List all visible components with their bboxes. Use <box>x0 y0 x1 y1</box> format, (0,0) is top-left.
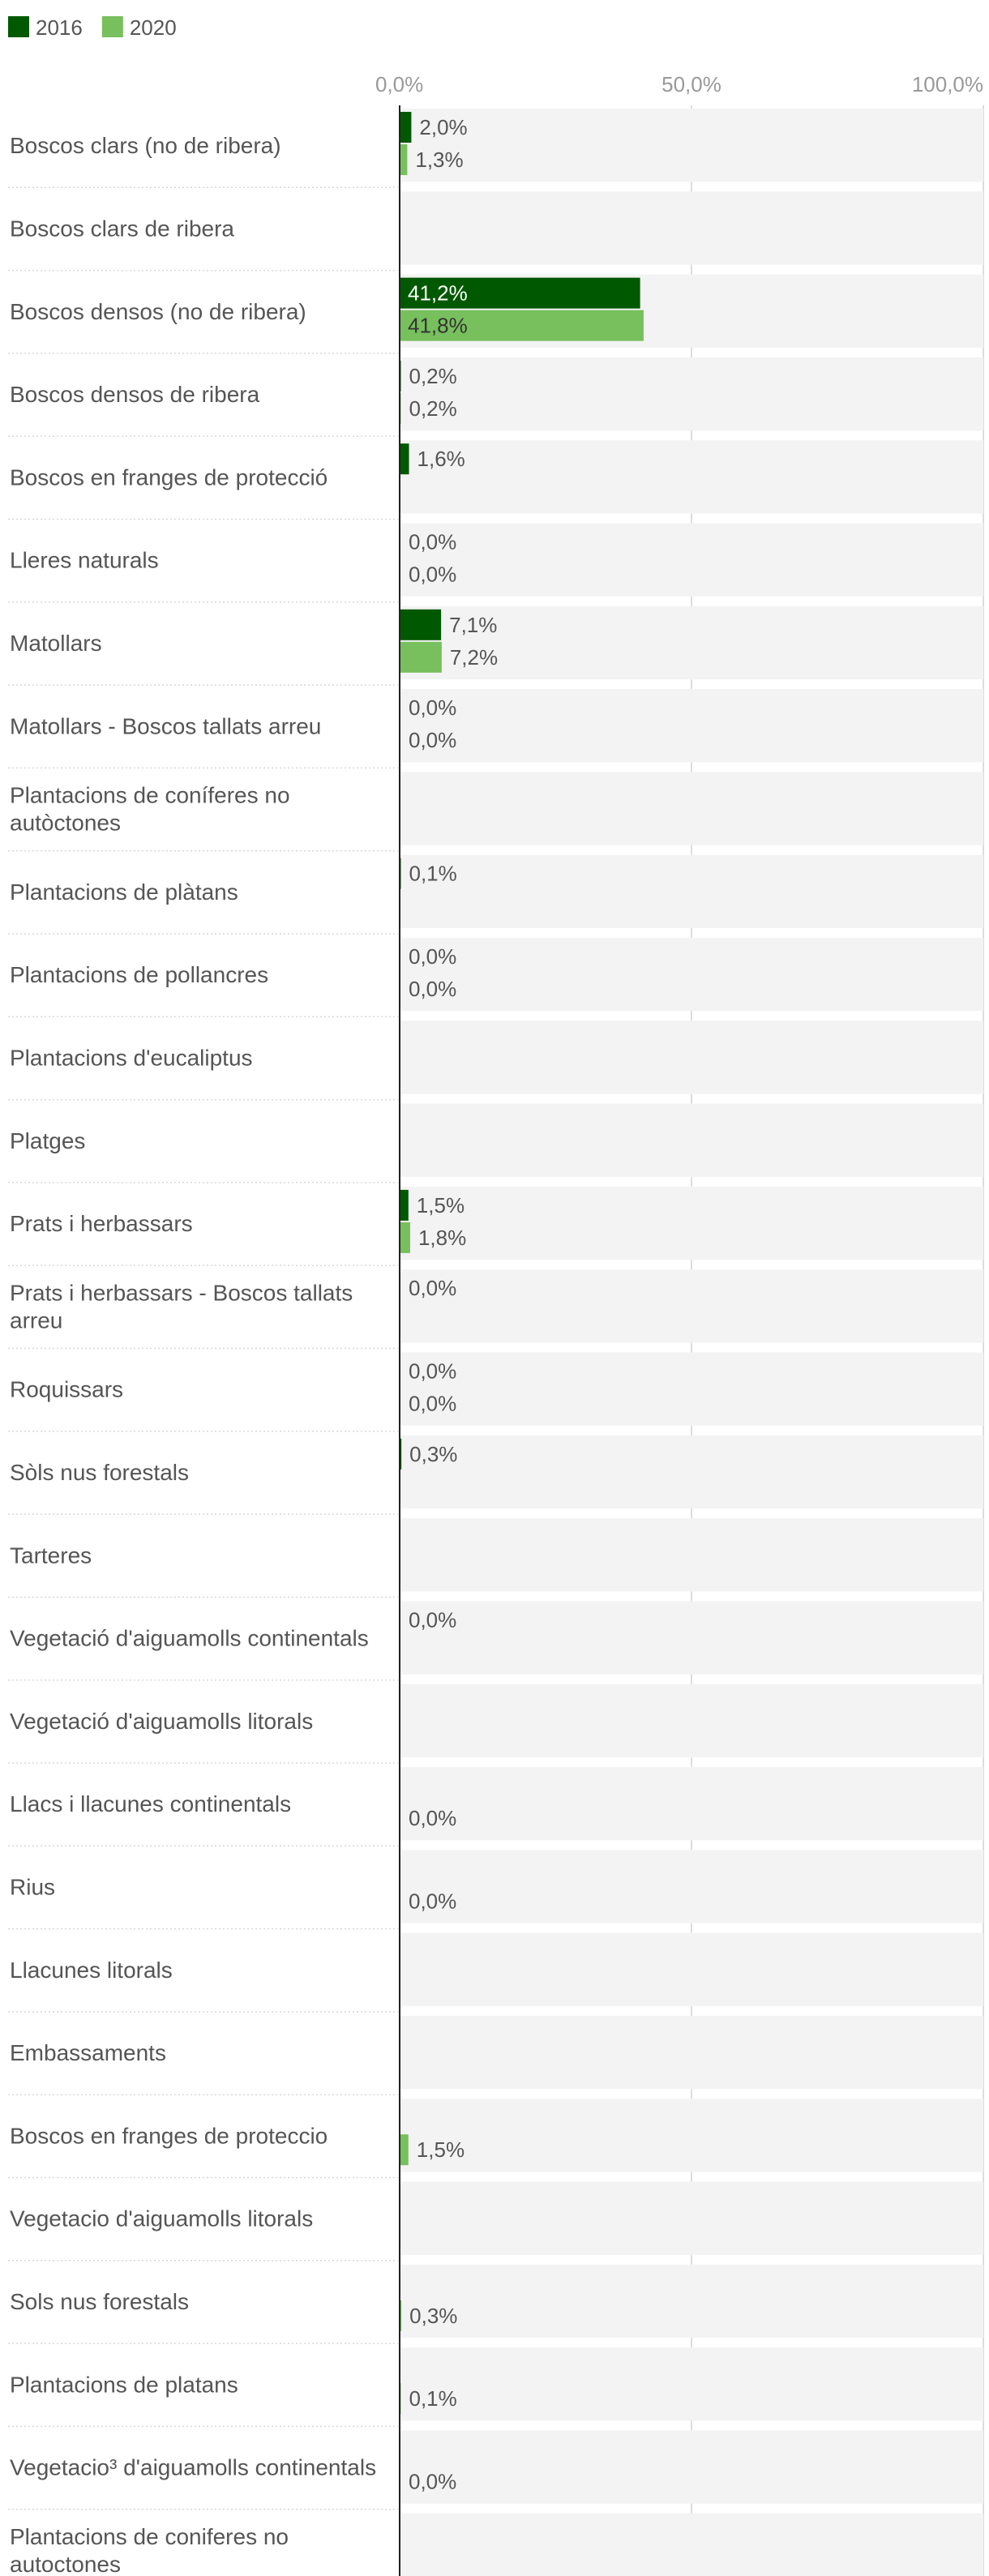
category-label: Plantacions de platans <box>10 2372 238 2398</box>
category-label: Sòls nus forestals <box>10 1459 189 1485</box>
bar-2020 <box>400 144 407 175</box>
row-background <box>400 855 983 928</box>
data-label-2020: 0,0% <box>409 2469 457 2494</box>
row-background <box>400 191 983 264</box>
row-background <box>400 2016 983 2089</box>
data-label-2016: 0,0% <box>409 529 457 554</box>
data-label-2016: 0,0% <box>409 1607 457 1632</box>
bar-2020 <box>400 1222 410 1253</box>
data-label-2016: 2,0% <box>419 115 468 139</box>
category-label: autòctones <box>10 810 121 836</box>
tick-label: 0,0% <box>375 72 424 96</box>
category-label: Boscos en franges de proteccio <box>10 2123 328 2149</box>
row-background <box>400 1187 983 1260</box>
tick-label: 50,0% <box>661 72 721 96</box>
legend-swatch-2020 <box>102 16 123 37</box>
row-background <box>400 524 983 597</box>
bar-2016 <box>400 1190 409 1221</box>
category-label: Sols nus forestals <box>10 2288 189 2314</box>
data-label-2020: 1,8% <box>417 1225 467 1250</box>
category-label: Lleres naturals <box>10 547 159 573</box>
category-label: Llacs i llacunes continentals <box>10 1791 292 1817</box>
category-label: Prats i herbassars - Boscos tallats <box>10 1280 353 1306</box>
legend-swatch-2016 <box>8 16 29 37</box>
category-label: Plantacions de pollancres <box>10 962 269 988</box>
category-label: Llacunes litorals <box>10 1957 173 1983</box>
data-label-2020: 0,0% <box>409 1391 457 1416</box>
row-background <box>400 2182 983 2255</box>
category-label: Matollars - Boscos tallats arreu <box>10 713 322 739</box>
x-axis-ticks <box>375 72 983 96</box>
row-background <box>400 1850 983 1923</box>
data-label-2016: 1,6% <box>417 447 465 472</box>
data-label-2020: 41,8% <box>408 313 468 338</box>
row-background <box>400 2430 983 2503</box>
data-label-2020: 0,2% <box>409 396 457 421</box>
legend <box>8 15 177 40</box>
data-label-2016: 0,0% <box>409 944 457 969</box>
legend-label-2016: 2016 <box>36 15 83 40</box>
data-label-2020: 0,0% <box>409 728 457 753</box>
data-label-2016: 1,5% <box>416 1192 465 1217</box>
row-background <box>400 2347 983 2420</box>
category-label: Boscos clars (no de ribera) <box>10 133 281 159</box>
legend-label-2020: 2020 <box>129 15 177 40</box>
category-label: Plantacions de coníferes no <box>10 782 290 808</box>
row-background <box>400 1353 983 1426</box>
data-label-2020: 1,3% <box>415 148 464 172</box>
data-label-2016: 41,2% <box>408 280 468 306</box>
data-label-2020: 0,0% <box>409 977 457 1001</box>
bar-2020 <box>400 2134 409 2165</box>
category-label: Vegetació d'aiguamolls litorals <box>10 1708 314 1734</box>
bar-2016 <box>400 112 411 143</box>
category-label: Rius <box>10 1874 56 1900</box>
row-background <box>400 938 983 1011</box>
data-label-2020: 0,0% <box>409 1806 457 1830</box>
category-label: Plantacions de plàtans <box>10 879 238 905</box>
data-label-2016: 0,3% <box>409 1441 458 1466</box>
row-background <box>400 2265 983 2338</box>
data-label-2020: 7,2% <box>449 644 499 670</box>
row-background <box>400 1684 983 1757</box>
bar-2016 <box>400 610 441 640</box>
row-background <box>400 772 983 845</box>
row-background <box>400 440 983 513</box>
category-label: arreu <box>10 1307 63 1333</box>
row-background <box>400 1021 983 1093</box>
row-background <box>400 1601 983 1674</box>
data-label-2020: 0,0% <box>409 562 457 587</box>
data-label-2016: 0,0% <box>409 695 457 721</box>
category-label: Vegetació d'aiguamolls continentals <box>10 1625 369 1651</box>
data-label-2016: 7,1% <box>449 612 498 637</box>
category-label: Plantacions d'eucaliptus <box>10 1045 253 1071</box>
category-label: Prats i herbassars <box>10 1211 193 1237</box>
row-background <box>400 109 983 182</box>
row-background <box>400 2514 983 2576</box>
row-background <box>400 1518 983 1591</box>
data-label-2020: 1,5% <box>416 2137 465 2163</box>
data-label-2016: 0,0% <box>409 1276 457 1301</box>
data-label-2016: 0,2% <box>409 363 457 388</box>
data-label-2020: 0,1% <box>409 2386 457 2411</box>
data-label-2016: 0,0% <box>409 1359 457 1384</box>
category-label: Tarteres <box>10 1543 92 1568</box>
category-label: Boscos densos de ribera <box>10 382 260 408</box>
plot-rows <box>8 109 983 2576</box>
tick-label: 100,0% <box>911 72 983 96</box>
row-background <box>400 2099 983 2172</box>
row-background <box>400 1933 983 2006</box>
category-label: Boscos en franges de protecció <box>10 464 328 490</box>
category-label: Boscos densos (no de ribera) <box>10 298 306 324</box>
category-label: Plantacions de coniferes no <box>10 2523 289 2549</box>
data-label-2016: 0,1% <box>409 861 457 886</box>
row-background <box>400 1269 983 1342</box>
row-background <box>400 357 983 430</box>
row-background <box>400 1767 983 1840</box>
category-label: autoctones <box>10 2551 121 2576</box>
bar-2020 <box>400 642 442 673</box>
data-label-2020: 0,3% <box>409 2303 458 2328</box>
row-background <box>400 1436 983 1508</box>
category-label: Matollars <box>10 630 102 656</box>
category-label: Platges <box>10 1128 86 1153</box>
category-label: Embassaments <box>10 2040 166 2066</box>
row-background <box>400 1104 983 1177</box>
bar-2016 <box>400 443 409 474</box>
row-background <box>400 689 983 762</box>
category-label: Vegetacio³ d'aiguamolls continentals <box>10 2454 377 2480</box>
category-label: Boscos clars de ribera <box>10 216 235 242</box>
data-label-2020: 0,0% <box>409 1889 457 1914</box>
category-label: Vegetacio d'aiguamolls litorals <box>10 2206 314 2232</box>
category-label: Roquissars <box>10 1376 124 1402</box>
